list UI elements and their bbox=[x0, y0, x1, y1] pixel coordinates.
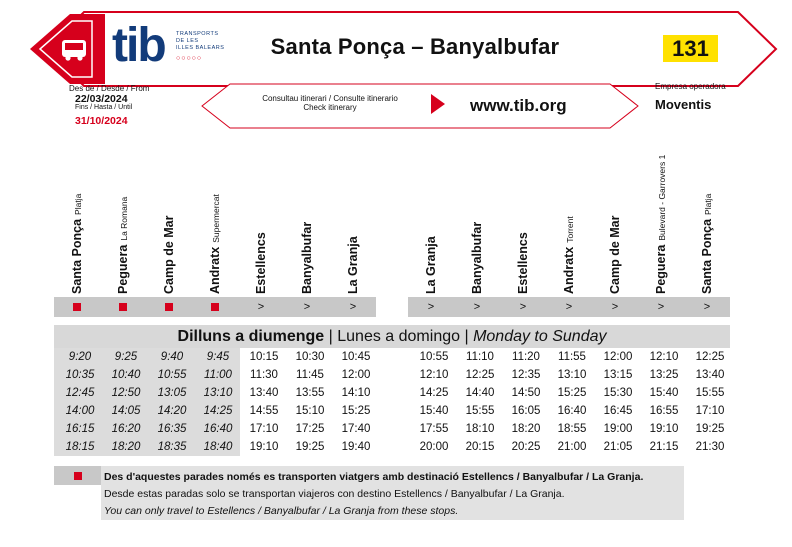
departure-time: 19:10 bbox=[249, 441, 279, 453]
departure-time: 12:00 bbox=[603, 351, 633, 363]
service-days-es: Lunes a domingo bbox=[337, 328, 461, 345]
footnote-ca: Des d'aquestes parades només es transporten viatgers amb destinació Estellencs / Banyalbufar / La Granja. bbox=[104, 471, 644, 483]
departure-time: 14:50 bbox=[511, 387, 541, 399]
departure-time: 16:55 bbox=[649, 405, 679, 417]
stop-label bbox=[114, 197, 132, 294]
departure-time: 15:40 bbox=[419, 405, 449, 417]
restricted-stop-square-icon bbox=[103, 297, 143, 317]
departure-time: 14:25 bbox=[419, 387, 449, 399]
departure-time: 14:05 bbox=[111, 405, 141, 417]
outbound-marks-row bbox=[54, 297, 376, 317]
departure-time: 9:25 bbox=[114, 351, 138, 363]
departure-time: 13:55 bbox=[295, 387, 325, 399]
service-days-bar: Dilluns a diumenge | Lunes a domingo | Monday to Sunday bbox=[54, 325, 730, 348]
departure-time: 9:40 bbox=[160, 351, 184, 363]
departure-time: 17:25 bbox=[295, 423, 325, 435]
stop-arrow-mark: > bbox=[657, 301, 665, 313]
departure-time: 10:55 bbox=[157, 369, 187, 381]
stop-name: La Granja bbox=[346, 236, 360, 294]
from-label: Des de / Desde / From bbox=[69, 84, 150, 93]
stop-label bbox=[606, 216, 624, 295]
stop-name: Santa Ponça bbox=[700, 218, 714, 294]
stop-name: Peguera bbox=[116, 244, 130, 294]
bus-icon bbox=[59, 38, 89, 62]
departure-time: 13:15 bbox=[603, 369, 633, 381]
departure-time: 20:00 bbox=[419, 441, 449, 453]
departure-time: 18:40 bbox=[203, 441, 233, 453]
departure-time: 15:25 bbox=[557, 387, 587, 399]
stop-subname: Supermercat bbox=[211, 194, 221, 243]
departure-time: 17:55 bbox=[419, 423, 449, 435]
departure-time: 11:20 bbox=[512, 351, 540, 363]
footnote-es: Desde estas paradas solo se transportan viajeros con destino Estellencs / Banyalbufar / La Granja. bbox=[104, 488, 565, 500]
stop-arrow-mark: > bbox=[257, 301, 265, 313]
departure-time: 13:05 bbox=[157, 387, 187, 399]
departure-time: 11:10 bbox=[466, 351, 494, 363]
departure-time: 11:45 bbox=[296, 369, 324, 381]
inbound-marks-row bbox=[408, 297, 730, 317]
stop-subname: La Romana bbox=[119, 196, 129, 241]
departure-time: 14:55 bbox=[249, 405, 279, 417]
service-days-en: Monday to Sunday bbox=[473, 328, 607, 345]
operator-label: Empresa operadora bbox=[655, 82, 726, 91]
departure-time: 21:15 bbox=[649, 441, 679, 453]
stop-label bbox=[252, 232, 270, 294]
departure-time: 14:40 bbox=[465, 387, 495, 399]
stop-label bbox=[298, 222, 316, 294]
departure-time: 12:10 bbox=[419, 369, 449, 381]
tib-logo: tib bbox=[112, 19, 165, 72]
service-days-ca: Dilluns a diumenge bbox=[177, 328, 325, 345]
departure-time: 19:00 bbox=[603, 423, 633, 435]
departure-time: 12:45 bbox=[65, 387, 95, 399]
timetable bbox=[54, 348, 730, 456]
stop-label bbox=[160, 216, 178, 295]
red-square-icon bbox=[74, 472, 82, 480]
footnote-en: You can only travel to Estellencs / Banyalbufar / La Granja from these stops. bbox=[104, 505, 459, 517]
stop-name: Banyalbufar bbox=[300, 221, 314, 294]
stop-name: Estellencs bbox=[516, 232, 530, 294]
stop-arrow-mark: > bbox=[473, 301, 481, 313]
departure-time: 21:05 bbox=[603, 441, 633, 453]
departure-time: 13:25 bbox=[649, 369, 679, 381]
stop-subname: Platja bbox=[703, 193, 713, 215]
departure-time: 10:45 bbox=[341, 351, 371, 363]
departure-time: 17:10 bbox=[249, 423, 279, 435]
stop-arrow-mark: > bbox=[703, 301, 711, 313]
stop-name: Estellencs bbox=[254, 232, 268, 294]
departure-time: 19:25 bbox=[695, 423, 725, 435]
until-date: 31/10/2024 bbox=[75, 115, 128, 127]
departure-time: 20:25 bbox=[511, 441, 541, 453]
departure-time: 12:25 bbox=[695, 351, 725, 363]
departure-time: 18:10 bbox=[465, 423, 495, 435]
departure-time: 11:00 bbox=[204, 369, 232, 381]
operator-name: Moventis bbox=[655, 97, 712, 112]
stop-label bbox=[514, 232, 532, 294]
stop-arrow-mark: > bbox=[611, 301, 619, 313]
departure-time: 15:40 bbox=[649, 387, 679, 399]
departure-time: 15:55 bbox=[465, 405, 495, 417]
departure-time: 12:00 bbox=[341, 369, 371, 381]
departure-time: 19:10 bbox=[649, 423, 679, 435]
stop-name: Camp de Mar bbox=[162, 215, 176, 294]
departure-time: 21:30 bbox=[695, 441, 725, 453]
stop-name: Camp de Mar bbox=[608, 215, 622, 294]
route-number-badge: 131 bbox=[663, 35, 718, 62]
departure-time: 20:15 bbox=[465, 441, 495, 453]
stop-label bbox=[468, 222, 486, 294]
itinerary-link[interactable]: www.tib.org bbox=[470, 96, 567, 115]
departure-time: 15:55 bbox=[695, 387, 725, 399]
stop-arrow-mark: > bbox=[519, 301, 527, 313]
until-label: Fins / Hasta / Until bbox=[75, 104, 133, 111]
from-date: 22/03/2024 bbox=[75, 93, 128, 105]
restricted-stop-square-icon bbox=[57, 297, 97, 317]
departure-time: 18:20 bbox=[111, 441, 141, 453]
stop-subname: Bulevard - Garrovers 1 bbox=[657, 154, 667, 241]
departure-time: 19:40 bbox=[341, 441, 371, 453]
departure-time: 14:00 bbox=[65, 405, 95, 417]
stop-subname: Torrent bbox=[565, 216, 575, 243]
stop-label bbox=[422, 236, 440, 294]
departure-time: 17:40 bbox=[341, 423, 371, 435]
departure-time: 12:50 bbox=[111, 387, 141, 399]
footnote-marker-cell bbox=[54, 466, 101, 485]
stop-arrow-mark: > bbox=[565, 301, 573, 313]
stop-label bbox=[344, 236, 362, 294]
stop-arrow-mark: > bbox=[427, 301, 435, 313]
departure-time: 16:15 bbox=[65, 423, 95, 435]
tib-logo-dots: ○○○○○ bbox=[176, 55, 203, 62]
departure-time: 15:30 bbox=[603, 387, 633, 399]
stop-label bbox=[560, 216, 578, 294]
stop-arrow-mark: > bbox=[303, 301, 311, 313]
departure-time: 13:40 bbox=[695, 369, 725, 381]
departure-time: 10:55 bbox=[419, 351, 449, 363]
departure-time: 16:35 bbox=[157, 423, 187, 435]
departure-time: 13:40 bbox=[249, 387, 279, 399]
departure-time: 9:20 bbox=[68, 351, 92, 363]
restricted-stop-square-icon bbox=[149, 297, 189, 317]
departure-time: 14:25 bbox=[203, 405, 233, 417]
departure-time: 13:10 bbox=[203, 387, 233, 399]
departure-time: 17:10 bbox=[695, 405, 725, 417]
departure-time: 16:20 bbox=[111, 423, 141, 435]
departure-time: 16:05 bbox=[511, 405, 541, 417]
departure-time: 11:55 bbox=[558, 351, 586, 363]
departure-time: 16:40 bbox=[203, 423, 233, 435]
departure-time: 16:40 bbox=[557, 405, 587, 417]
stop-name: Santa Ponça bbox=[70, 218, 84, 294]
departure-time: 15:10 bbox=[295, 405, 325, 417]
departure-time: 16:45 bbox=[603, 405, 633, 417]
departure-time: 10:35 bbox=[65, 369, 95, 381]
itinerary-label: Consultau itinerari / Consulte itinerario Check itinerary bbox=[262, 94, 398, 112]
departure-time: 21:00 bbox=[557, 441, 587, 453]
stop-name: Peguera bbox=[654, 244, 668, 294]
stop-label bbox=[68, 194, 86, 294]
stop-label bbox=[698, 194, 716, 294]
departure-time: 14:20 bbox=[157, 405, 187, 417]
stop-name: La Granja bbox=[424, 236, 438, 294]
departure-time: 10:15 bbox=[249, 351, 279, 363]
departure-time: 9:45 bbox=[206, 351, 230, 363]
stop-arrow-mark: > bbox=[349, 301, 357, 313]
departure-time: 18:15 bbox=[65, 441, 95, 453]
departure-time: 12:10 bbox=[649, 351, 679, 363]
departure-time: 11:30 bbox=[250, 369, 278, 381]
stop-name: Andratx bbox=[208, 246, 222, 294]
stop-label bbox=[206, 194, 224, 294]
stop-name: Andratx bbox=[562, 246, 576, 294]
departure-time: 18:55 bbox=[557, 423, 587, 435]
route-title: Santa Ponça – Banyalbufar bbox=[270, 34, 560, 59]
departure-time: 10:40 bbox=[111, 369, 141, 381]
departure-time: 18:20 bbox=[511, 423, 541, 435]
departure-time: 13:10 bbox=[557, 369, 587, 381]
stop-subname: Platja bbox=[73, 193, 83, 215]
tib-logo-subtitle: TRANSPORTS DE LES ILLES BALEARS bbox=[176, 31, 225, 51]
departure-time: 12:25 bbox=[465, 369, 495, 381]
departure-time: 14:10 bbox=[341, 387, 371, 399]
departure-time: 12:35 bbox=[511, 369, 541, 381]
departure-time: 15:25 bbox=[341, 405, 371, 417]
stop-label bbox=[652, 155, 670, 294]
departure-time: 10:30 bbox=[295, 351, 325, 363]
departure-time: 19:25 bbox=[295, 441, 325, 453]
restricted-stop-square-icon bbox=[195, 297, 235, 317]
departure-time: 18:35 bbox=[157, 441, 187, 453]
stop-name: Banyalbufar bbox=[470, 221, 484, 294]
